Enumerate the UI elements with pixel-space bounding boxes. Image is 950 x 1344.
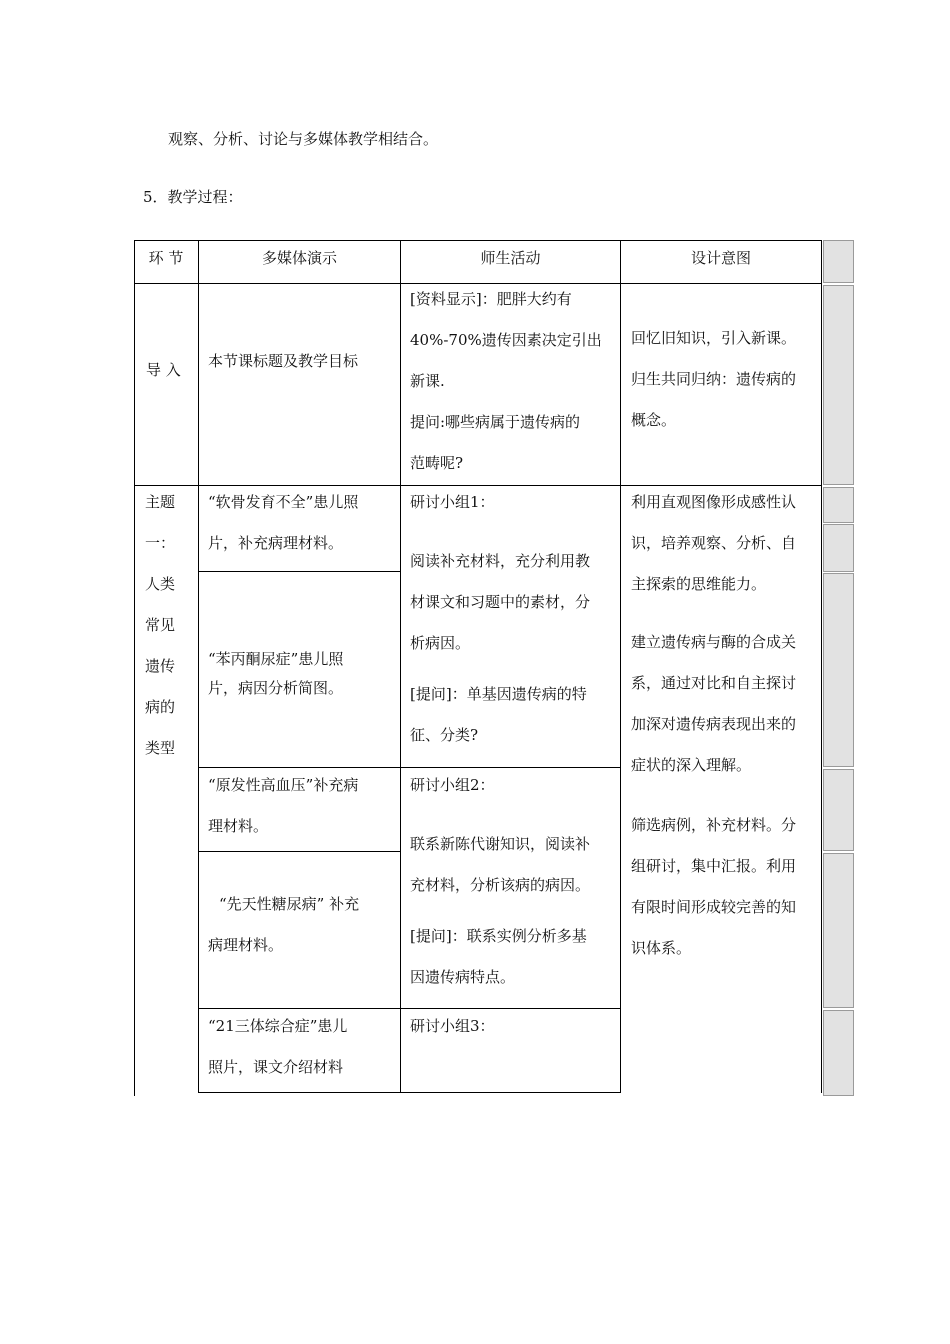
group2-question-line: 因遗传病特点。 [410,968,516,986]
intro-activity-line: 40%-70%遗传因素决定引出 [410,331,602,349]
group2-body-line: 联系新陈代谢知识，阅读补 [410,835,591,853]
media-phenylketonuria [208,645,343,703]
table-rule [821,240,822,1093]
topic1-stage-line: 病的 [145,698,176,716]
activity-group1 [410,482,590,756]
activity-group2 [410,765,590,998]
table-rule [199,1092,621,1093]
media-achondroplasia [208,482,358,564]
group2-title: 研讨小组2： [410,776,495,794]
topic1-stage-line: 人类 [145,575,176,593]
side-strip-cell [823,769,854,851]
table-rule [134,283,822,284]
media-line: 片，病因分析简图。 [208,679,344,697]
group1-question-line: 征、分类? [410,726,479,744]
group3-title: 研讨小组3： [410,1017,495,1035]
intent-line: 主探索的思维能力。 [631,575,767,593]
table-rule [199,1008,621,1009]
table-rule [198,240,199,1093]
media-down-syndrome [208,1006,347,1088]
media-line: 理材料。 [208,817,269,835]
section-heading: 5．教学过程： [143,188,243,206]
group1-body-line: 析病因。 [410,634,471,652]
table-rule [134,240,135,1096]
topic1-stage [145,482,175,769]
header-stage: 环 节 [148,249,184,267]
table-rule [199,851,401,852]
table-rule [134,485,822,486]
intro-intent-line: 概念。 [631,411,677,429]
table-rule [620,240,621,1093]
table-rule [199,767,621,768]
intent-line: 识体系。 [631,939,692,957]
group1-title: 研讨小组1： [410,493,495,511]
topic1-stage-line: 一： [145,534,176,552]
media-line: “先天性糖尿病” 补充 [219,895,360,913]
table-rule [199,571,401,572]
side-strip-cell [823,285,854,485]
media-line: 片，补充病理材料。 [208,534,344,552]
side-strip-cell [823,1010,854,1096]
activity-group3 [410,1006,495,1047]
group2-question-line: [提问]：联系实例分析多基 [410,927,587,945]
intent-line: 有限时间形成较完善的知 [631,898,797,916]
header-intent: 设计意图 [690,249,751,267]
intro-activity-line: 新课. [410,372,445,390]
group1-question-line: [提问]：单基因遗传病的特 [410,685,587,703]
intro-intent [631,318,796,441]
side-strip-cell [823,240,854,283]
media-line: 照片，课文介绍材料 [208,1058,344,1076]
media-line: “原发性高血压”补充病 [208,776,359,794]
intro-activity-line: [资料显示]：肥胖大约有 [410,290,572,308]
intro-stage: 导 入 [146,361,181,379]
media-hypertension [208,765,358,847]
media-line: “软骨发育不全”患儿照 [208,493,359,511]
intent-line: 建立遗传病与酶的合成关 [631,633,797,651]
intro-media: 本节课标题及教学目标 [208,352,359,370]
intro-activity-line: 范畴呢? [410,454,464,472]
header-media: 多媒体演示 [261,249,337,267]
topic1-stage-line: 类型 [145,739,176,757]
intro-line: 观察、分析、讨论与多媒体教学相结合。 [168,130,439,148]
side-strip-cell [823,573,854,767]
topic1-stage-line: 常见 [145,616,176,634]
media-line: “苯丙酮尿症”患儿照 [208,650,344,668]
intro-intent-line: 回忆旧知识，引入新课。 [631,329,797,347]
table-rule [134,240,822,241]
intro-activity [410,279,602,484]
group2-body-line: 充材料，分析该病的病因。 [410,876,591,894]
header-activity: 师生活动 [480,249,541,267]
intent-block-2 [631,622,796,786]
intent-line: 加深对遗传病表现出来的 [631,715,797,733]
media-line: “21三体综合症”患儿 [208,1017,348,1035]
side-strip-cell [823,487,854,523]
side-strip-cell [823,853,854,1008]
topic1-stage-line: 遗传 [145,657,176,675]
media-congenital-diabetes [208,884,359,966]
intro-intent-line: 归生共同归纳：遗传病的 [631,370,797,388]
intent-block-3 [631,805,796,969]
table-rule [400,240,401,1093]
intent-line: 利用直观图像形成感性认 [631,493,797,511]
intent-line: 系，通过对比和自主探讨 [631,674,797,692]
group1-body-line: 阅读补充材料，充分利用教 [410,552,591,570]
intent-line: 识，培养观察、分析、自 [631,534,797,552]
intro-activity-line: 提问:哪些病属于遗传病的 [410,413,581,431]
intent-block-1 [631,482,796,605]
topic1-stage-line: 主题 [145,493,176,511]
media-line: 病理材料。 [208,936,284,954]
side-strip-cell [823,524,854,572]
intent-line: 症状的深入理解。 [631,756,752,774]
intent-line: 组研讨，集中汇报。利用 [631,857,797,875]
group1-body-line: 材课文和习题中的素材，分 [410,593,591,611]
intent-line: 筛选病例，补充材料。分 [631,816,797,834]
